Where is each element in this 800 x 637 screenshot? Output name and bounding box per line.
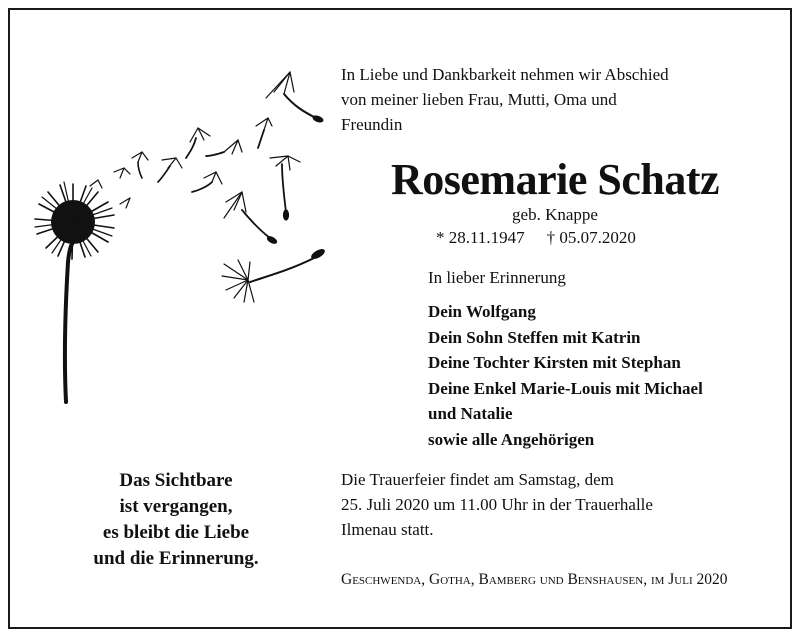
funeral-line: Ilmenau statt. — [341, 520, 434, 539]
mourners-list — [428, 299, 778, 452]
mourner-line: Dein Sohn Steffen mit Katrin — [428, 327, 641, 347]
funeral-info — [341, 467, 771, 542]
dandelion-icon — [28, 62, 328, 407]
funeral-line: Die Trauerfeier findet am Samstag, dem — [341, 470, 614, 489]
birth-date: * 28.11.1947 — [436, 228, 525, 247]
intro-text — [341, 62, 771, 137]
quote-line: es bleibt die Liebe — [102, 522, 250, 543]
quote-line: Das Sichtbare — [119, 470, 233, 491]
death-date: † 05.07.2020 — [546, 228, 636, 247]
life-dates — [436, 227, 636, 249]
intro-line: In Liebe und Dankbarkeit nehmen wir Abschied — [341, 65, 669, 84]
mourner-line: Deine Tochter Kirsten mit Stephan — [428, 353, 681, 372]
mourner-line: Deine Enkel Marie-Louis mit Michael — [428, 378, 703, 398]
intro-line: von meiner lieben Frau, Mutti, Oma und — [341, 90, 617, 109]
intro-line: Freundin — [341, 115, 403, 134]
deceased-name: Rosemarie Schatz — [390, 155, 719, 204]
places-and-date: Geschwenda, Gotha, Bamberg und Benshausen, im Juli 2020 — [341, 571, 728, 588]
funeral-line: 25. Juli 2020 um 11.00 Uhr in der Trauerhalle — [341, 495, 653, 514]
quote-line: ist vergangen, — [119, 496, 233, 517]
memory-heading: In lieber Erinnerung — [428, 268, 566, 287]
mourner-line: sowie alle Angehörigen — [428, 429, 595, 449]
mourner-line: und Natalie — [428, 404, 513, 423]
memorial-quote — [52, 468, 300, 572]
maiden-name: geb. Knappe — [512, 205, 598, 224]
mourner-line: Dein Wolfgang — [428, 302, 536, 321]
quote-line: und die Erinnerung. — [93, 548, 259, 569]
